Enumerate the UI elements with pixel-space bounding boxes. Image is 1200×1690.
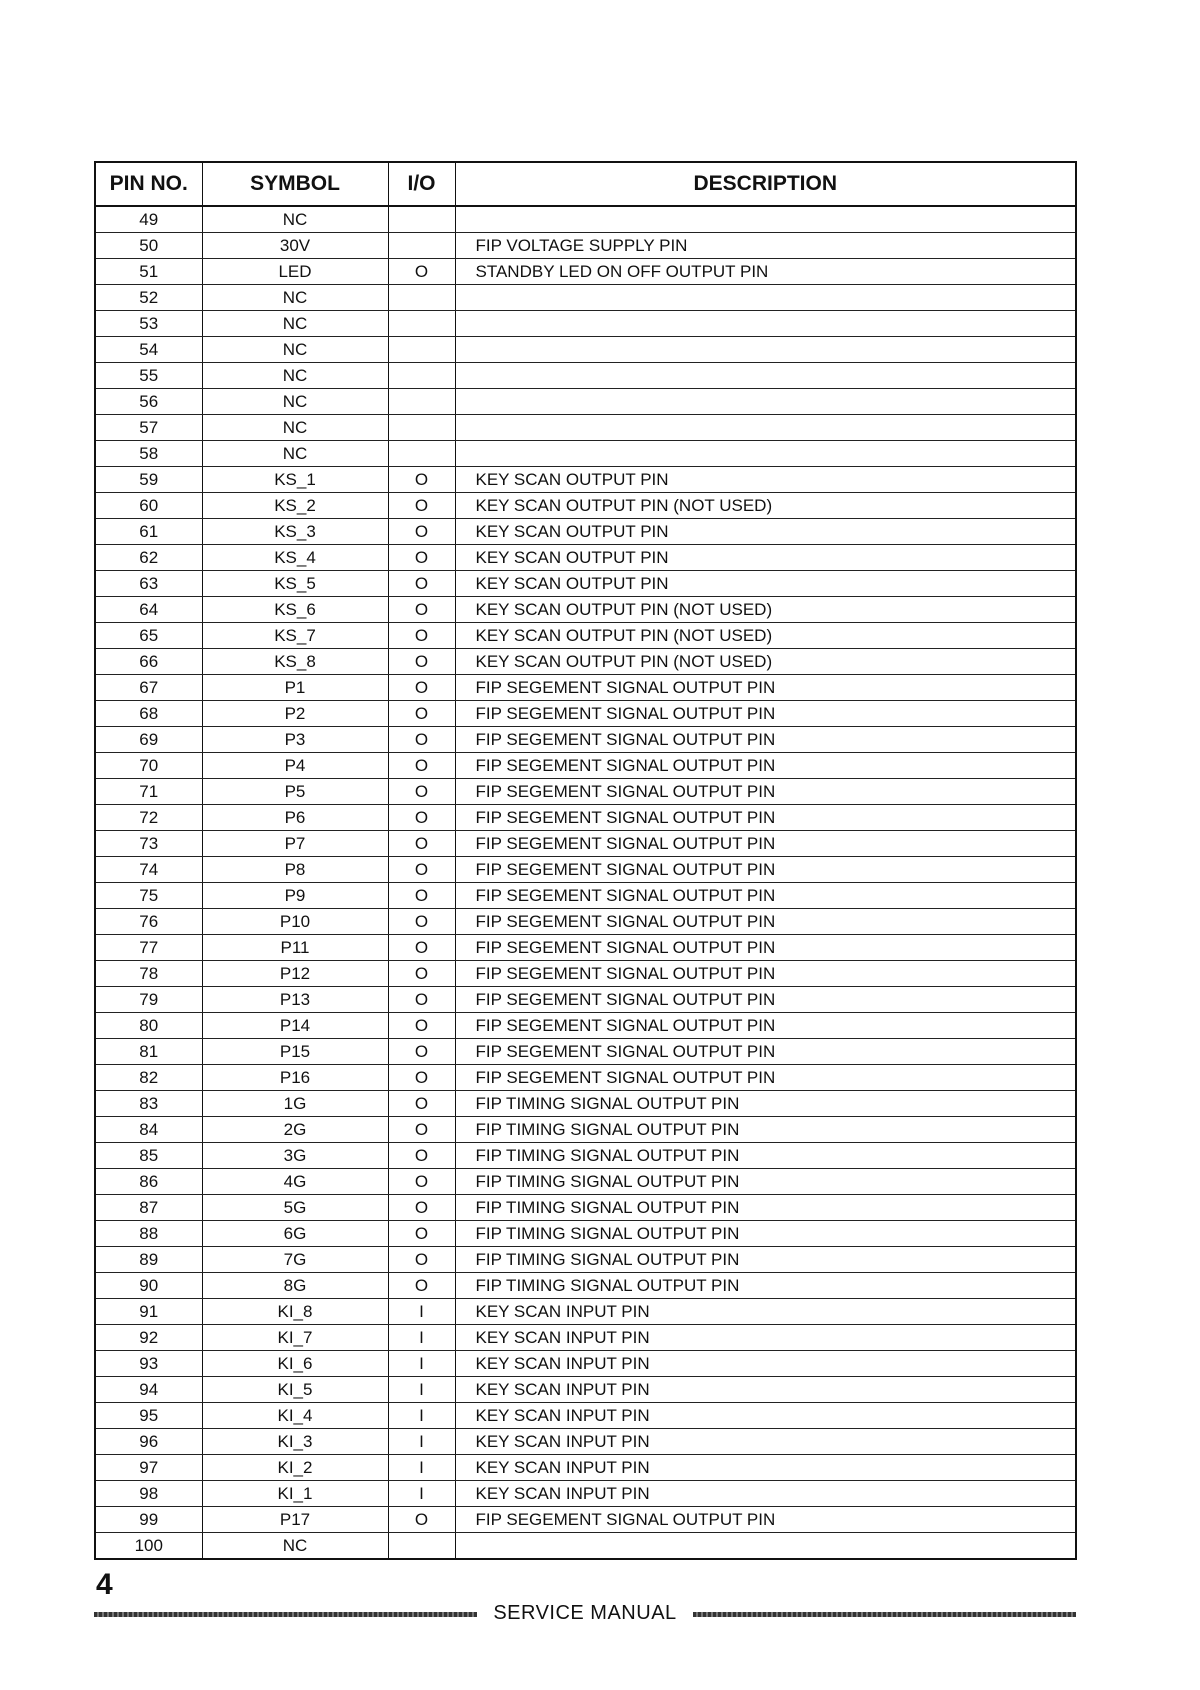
table-row	[95, 961, 1076, 987]
io-cell: O	[388, 1091, 455, 1117]
symbol-cell: KI_4	[202, 1403, 388, 1429]
pin-cell: 84	[95, 1117, 202, 1143]
header-row	[95, 162, 1076, 206]
description-cell: KEY SCAN INPUT PIN	[455, 1351, 1076, 1377]
pin-cell: 81	[95, 1039, 202, 1065]
symbol-cell: KS_6	[202, 597, 388, 623]
table-row	[95, 441, 1076, 467]
symbol-cell: P3	[202, 727, 388, 753]
table-row	[95, 1325, 1076, 1351]
description-cell: FIP SEGEMENT SIGNAL OUTPUT PIN	[455, 727, 1076, 753]
symbol-cell: P7	[202, 831, 388, 857]
io-cell: O	[388, 961, 455, 987]
symbol-cell: P1	[202, 675, 388, 701]
io-cell: O	[388, 805, 455, 831]
table-row	[95, 649, 1076, 675]
pin-cell: 100	[95, 1533, 202, 1560]
pin-cell: 73	[95, 831, 202, 857]
symbol-cell: 30V	[202, 233, 388, 259]
description-cell	[455, 206, 1076, 233]
symbol-cell: P5	[202, 779, 388, 805]
symbol-cell: KS_3	[202, 519, 388, 545]
description-cell: FIP SEGEMENT SIGNAL OUTPUT PIN	[455, 909, 1076, 935]
symbol-cell: 7G	[202, 1247, 388, 1273]
pin-cell: 86	[95, 1169, 202, 1195]
table-row	[95, 1143, 1076, 1169]
footer-title: SERVICE MANUAL	[493, 1602, 677, 1624]
pin-cell: 91	[95, 1299, 202, 1325]
io-cell: O	[388, 259, 455, 285]
table-row	[95, 779, 1076, 805]
table-row	[95, 597, 1076, 623]
table-row	[95, 1039, 1076, 1065]
symbol-cell: KI_3	[202, 1429, 388, 1455]
io-cell: I	[388, 1299, 455, 1325]
description-cell: FIP TIMING SIGNAL OUTPUT PIN	[455, 1221, 1076, 1247]
symbol-cell: 3G	[202, 1143, 388, 1169]
description-cell: KEY SCAN OUTPUT PIN (NOT USED)	[455, 493, 1076, 519]
description-cell	[455, 337, 1076, 363]
description-cell: KEY SCAN OUTPUT PIN (NOT USED)	[455, 597, 1076, 623]
table-row	[95, 545, 1076, 571]
symbol-cell: NC	[202, 1533, 388, 1560]
table-row	[95, 701, 1076, 727]
table-row	[95, 1221, 1076, 1247]
io-cell	[388, 415, 455, 441]
description-cell: FIP TIMING SIGNAL OUTPUT PIN	[455, 1117, 1076, 1143]
pin-cell: 57	[95, 415, 202, 441]
io-cell: I	[388, 1481, 455, 1507]
description-cell: FIP TIMING SIGNAL OUTPUT PIN	[455, 1247, 1076, 1273]
description-cell: FIP SEGEMENT SIGNAL OUTPUT PIN	[455, 831, 1076, 857]
pin-cell: 79	[95, 987, 202, 1013]
table-row	[95, 857, 1076, 883]
table-row	[95, 1247, 1076, 1273]
description-cell: KEY SCAN INPUT PIN	[455, 1377, 1076, 1403]
header-pin-no: PIN NO.	[95, 162, 202, 206]
description-cell: FIP VOLTAGE SUPPLY PIN	[455, 233, 1076, 259]
symbol-cell: 6G	[202, 1221, 388, 1247]
symbol-cell: P14	[202, 1013, 388, 1039]
table-row	[95, 1351, 1076, 1377]
description-cell: FIP SEGEMENT SIGNAL OUTPUT PIN	[455, 675, 1076, 701]
symbol-cell: KI_5	[202, 1377, 388, 1403]
io-cell	[388, 233, 455, 259]
io-cell: O	[388, 935, 455, 961]
pin-cell: 50	[95, 233, 202, 259]
description-cell: FIP SEGEMENT SIGNAL OUTPUT PIN	[455, 857, 1076, 883]
table-row	[95, 519, 1076, 545]
io-cell: O	[388, 727, 455, 753]
description-cell: FIP SEGEMENT SIGNAL OUTPUT PIN	[455, 701, 1076, 727]
io-cell: O	[388, 831, 455, 857]
table-row	[95, 571, 1076, 597]
pin-cell: 60	[95, 493, 202, 519]
description-cell: KEY SCAN OUTPUT PIN (NOT USED)	[455, 623, 1076, 649]
description-cell	[455, 441, 1076, 467]
pin-cell: 99	[95, 1507, 202, 1533]
description-cell: KEY SCAN OUTPUT PIN	[455, 519, 1076, 545]
pin-cell: 65	[95, 623, 202, 649]
pin-cell: 49	[95, 206, 202, 233]
io-cell: O	[388, 1117, 455, 1143]
pin-cell: 69	[95, 727, 202, 753]
io-cell: O	[388, 1169, 455, 1195]
symbol-cell: KS_4	[202, 545, 388, 571]
table-row	[95, 311, 1076, 337]
io-cell: O	[388, 1507, 455, 1533]
table-row	[95, 1091, 1076, 1117]
io-cell: O	[388, 1221, 455, 1247]
description-cell: KEY SCAN OUTPUT PIN (NOT USED)	[455, 649, 1076, 675]
pin-cell: 61	[95, 519, 202, 545]
io-cell	[388, 337, 455, 363]
table-row	[95, 363, 1076, 389]
description-cell: FIP SEGEMENT SIGNAL OUTPUT PIN	[455, 987, 1076, 1013]
symbol-cell: KS_7	[202, 623, 388, 649]
io-cell: O	[388, 519, 455, 545]
table-row	[95, 1299, 1076, 1325]
description-cell: STANDBY LED ON OFF OUTPUT PIN	[455, 259, 1076, 285]
symbol-cell: 1G	[202, 1091, 388, 1117]
description-cell: FIP SEGEMENT SIGNAL OUTPUT PIN	[455, 805, 1076, 831]
pin-cell: 96	[95, 1429, 202, 1455]
description-cell: KEY SCAN OUTPUT PIN	[455, 467, 1076, 493]
io-cell	[388, 363, 455, 389]
table-row	[95, 1013, 1076, 1039]
pin-cell: 95	[95, 1403, 202, 1429]
symbol-cell: NC	[202, 285, 388, 311]
pin-cell: 55	[95, 363, 202, 389]
description-cell: KEY SCAN INPUT PIN	[455, 1299, 1076, 1325]
io-cell: O	[388, 1013, 455, 1039]
table-row	[95, 987, 1076, 1013]
io-cell	[388, 311, 455, 337]
symbol-cell: NC	[202, 337, 388, 363]
io-cell: O	[388, 779, 455, 805]
table-row	[95, 727, 1076, 753]
table-row	[95, 1455, 1076, 1481]
io-cell: I	[388, 1351, 455, 1377]
symbol-cell: 4G	[202, 1169, 388, 1195]
pin-cell: 68	[95, 701, 202, 727]
io-cell: O	[388, 1247, 455, 1273]
symbol-cell: KS_2	[202, 493, 388, 519]
pin-cell: 85	[95, 1143, 202, 1169]
description-cell: FIP SEGEMENT SIGNAL OUTPUT PIN	[455, 883, 1076, 909]
io-cell: O	[388, 1065, 455, 1091]
table-row	[95, 389, 1076, 415]
pin-cell: 77	[95, 935, 202, 961]
pin-cell: 59	[95, 467, 202, 493]
io-cell: I	[388, 1377, 455, 1403]
pin-cell: 89	[95, 1247, 202, 1273]
pin-cell: 54	[95, 337, 202, 363]
io-cell: O	[388, 623, 455, 649]
io-cell: O	[388, 649, 455, 675]
symbol-cell: P11	[202, 935, 388, 961]
io-cell: O	[388, 701, 455, 727]
description-cell: FIP SEGEMENT SIGNAL OUTPUT PIN	[455, 1039, 1076, 1065]
footer-rule-left	[94, 1612, 477, 1617]
pin-cell: 74	[95, 857, 202, 883]
pin-cell: 63	[95, 571, 202, 597]
symbol-cell: KI_1	[202, 1481, 388, 1507]
io-cell	[388, 1533, 455, 1560]
table-row	[95, 1195, 1076, 1221]
symbol-cell: P4	[202, 753, 388, 779]
symbol-cell: KI_6	[202, 1351, 388, 1377]
symbol-cell: KI_7	[202, 1325, 388, 1351]
table-row	[95, 233, 1076, 259]
pin-cell: 72	[95, 805, 202, 831]
io-cell: I	[388, 1429, 455, 1455]
table-row	[95, 1429, 1076, 1455]
io-cell: O	[388, 597, 455, 623]
description-cell	[455, 389, 1076, 415]
pin-cell: 92	[95, 1325, 202, 1351]
page-number: 4	[96, 1568, 113, 1601]
symbol-cell: P16	[202, 1065, 388, 1091]
description-cell: FIP TIMING SIGNAL OUTPUT PIN	[455, 1195, 1076, 1221]
description-cell: KEY SCAN INPUT PIN	[455, 1403, 1076, 1429]
symbol-cell: P8	[202, 857, 388, 883]
pin-cell: 75	[95, 883, 202, 909]
pin-cell: 76	[95, 909, 202, 935]
symbol-cell: 2G	[202, 1117, 388, 1143]
pin-cell: 58	[95, 441, 202, 467]
description-cell	[455, 311, 1076, 337]
table-row	[95, 883, 1076, 909]
description-cell: FIP TIMING SIGNAL OUTPUT PIN	[455, 1273, 1076, 1299]
table-row	[95, 1273, 1076, 1299]
description-cell	[455, 285, 1076, 311]
io-cell: O	[388, 909, 455, 935]
io-cell: O	[388, 571, 455, 597]
table-row	[95, 1507, 1076, 1533]
symbol-cell: P17	[202, 1507, 388, 1533]
table-header	[95, 162, 1076, 206]
symbol-cell: P2	[202, 701, 388, 727]
table-body	[95, 206, 1076, 1559]
table-row	[95, 831, 1076, 857]
symbol-cell: P6	[202, 805, 388, 831]
symbol-cell: KS_8	[202, 649, 388, 675]
pin-cell: 51	[95, 259, 202, 285]
symbol-cell: P12	[202, 961, 388, 987]
io-cell: O	[388, 675, 455, 701]
description-cell: KEY SCAN INPUT PIN	[455, 1455, 1076, 1481]
symbol-cell: P9	[202, 883, 388, 909]
symbol-cell: P13	[202, 987, 388, 1013]
description-cell: FIP TIMING SIGNAL OUTPUT PIN	[455, 1169, 1076, 1195]
pin-cell: 82	[95, 1065, 202, 1091]
description-cell: FIP SEGEMENT SIGNAL OUTPUT PIN	[455, 753, 1076, 779]
io-cell: O	[388, 883, 455, 909]
pin-cell: 98	[95, 1481, 202, 1507]
pin-cell: 88	[95, 1221, 202, 1247]
pin-cell: 66	[95, 649, 202, 675]
pin-cell: 90	[95, 1273, 202, 1299]
table-row	[95, 337, 1076, 363]
pin-cell: 94	[95, 1377, 202, 1403]
pin-cell: 64	[95, 597, 202, 623]
symbol-cell: NC	[202, 311, 388, 337]
table-row	[95, 259, 1076, 285]
io-cell	[388, 441, 455, 467]
pin-cell: 93	[95, 1351, 202, 1377]
pin-cell: 83	[95, 1091, 202, 1117]
description-cell: KEY SCAN INPUT PIN	[455, 1429, 1076, 1455]
symbol-cell: NC	[202, 441, 388, 467]
description-cell: KEY SCAN OUTPUT PIN	[455, 545, 1076, 571]
description-cell: FIP SEGEMENT SIGNAL OUTPUT PIN	[455, 1507, 1076, 1533]
table-row	[95, 206, 1076, 233]
symbol-cell: P10	[202, 909, 388, 935]
table-row	[95, 415, 1076, 441]
table-row	[95, 1065, 1076, 1091]
pin-cell: 71	[95, 779, 202, 805]
symbol-cell: NC	[202, 389, 388, 415]
table-row	[95, 467, 1076, 493]
table-row	[95, 805, 1076, 831]
io-cell: O	[388, 857, 455, 883]
description-cell	[455, 1533, 1076, 1560]
table-row	[95, 623, 1076, 649]
io-cell: O	[388, 1195, 455, 1221]
io-cell: O	[388, 1143, 455, 1169]
table-row	[95, 935, 1076, 961]
footer-rule-right	[693, 1612, 1076, 1617]
pin-cell: 80	[95, 1013, 202, 1039]
table-row	[95, 1377, 1076, 1403]
io-cell	[388, 285, 455, 311]
table-row	[95, 1117, 1076, 1143]
header-io: I/O	[388, 162, 455, 206]
pin-cell: 97	[95, 1455, 202, 1481]
header-description: DESCRIPTION	[455, 162, 1076, 206]
io-cell: O	[388, 467, 455, 493]
pin-cell: 78	[95, 961, 202, 987]
table-row	[95, 909, 1076, 935]
pin-cell: 87	[95, 1195, 202, 1221]
symbol-cell: KS_5	[202, 571, 388, 597]
pin-cell: 52	[95, 285, 202, 311]
io-cell: O	[388, 545, 455, 571]
description-cell: FIP SEGEMENT SIGNAL OUTPUT PIN	[455, 961, 1076, 987]
io-cell: I	[388, 1325, 455, 1351]
table-row	[95, 1481, 1076, 1507]
pin-cell: 53	[95, 311, 202, 337]
table-row	[95, 675, 1076, 701]
table-row	[95, 493, 1076, 519]
symbol-cell: KS_1	[202, 467, 388, 493]
table-row	[95, 285, 1076, 311]
pin-cell: 62	[95, 545, 202, 571]
description-cell: FIP TIMING SIGNAL OUTPUT PIN	[455, 1091, 1076, 1117]
description-cell: FIP SEGEMENT SIGNAL OUTPUT PIN	[455, 1013, 1076, 1039]
io-cell: O	[388, 753, 455, 779]
io-cell: O	[388, 1273, 455, 1299]
symbol-cell: 8G	[202, 1273, 388, 1299]
symbol-cell: KI_8	[202, 1299, 388, 1325]
symbol-cell: 5G	[202, 1195, 388, 1221]
description-cell: FIP SEGEMENT SIGNAL OUTPUT PIN	[455, 1065, 1076, 1091]
io-cell: O	[388, 1039, 455, 1065]
description-cell: FIP SEGEMENT SIGNAL OUTPUT PIN	[455, 935, 1076, 961]
description-cell: KEY SCAN OUTPUT PIN	[455, 571, 1076, 597]
symbol-cell: LED	[202, 259, 388, 285]
description-cell: KEY SCAN INPUT PIN	[455, 1481, 1076, 1507]
symbol-cell: NC	[202, 206, 388, 233]
io-cell: I	[388, 1455, 455, 1481]
description-cell: FIP TIMING SIGNAL OUTPUT PIN	[455, 1143, 1076, 1169]
pin-table	[94, 161, 1077, 1560]
io-cell	[388, 206, 455, 233]
symbol-cell: NC	[202, 363, 388, 389]
description-cell	[455, 363, 1076, 389]
io-cell: O	[388, 493, 455, 519]
header-symbol: SYMBOL	[202, 162, 388, 206]
symbol-cell: P15	[202, 1039, 388, 1065]
symbol-cell: NC	[202, 415, 388, 441]
pin-cell: 56	[95, 389, 202, 415]
io-cell: O	[388, 987, 455, 1013]
description-cell	[455, 415, 1076, 441]
description-cell: KEY SCAN INPUT PIN	[455, 1325, 1076, 1351]
io-cell: I	[388, 1403, 455, 1429]
description-cell: FIP SEGEMENT SIGNAL OUTPUT PIN	[455, 779, 1076, 805]
pin-cell: 67	[95, 675, 202, 701]
table-row	[95, 1169, 1076, 1195]
pin-cell: 70	[95, 753, 202, 779]
table-row	[95, 1533, 1076, 1560]
table-row	[95, 1403, 1076, 1429]
table-row	[95, 753, 1076, 779]
symbol-cell: KI_2	[202, 1455, 388, 1481]
io-cell	[388, 389, 455, 415]
